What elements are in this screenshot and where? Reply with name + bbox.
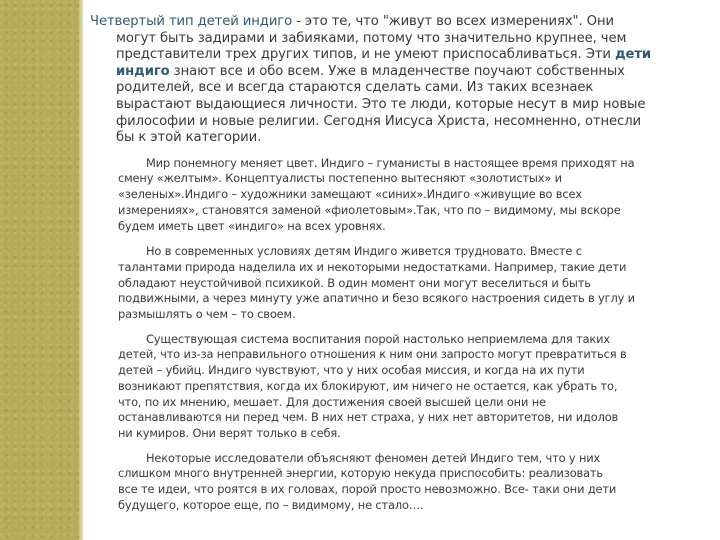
paragraph-line: обладают неустойчивой психикой. В один момент они могут веселиться и быть [118, 275, 591, 290]
paragraph-line: смену «желтым». Концептуалисты постепенно вытесняют «золотистых» и [118, 171, 562, 186]
sidebar-edge [79, 0, 83, 540]
lead-line-3 [90, 47, 716, 64]
paragraph-line: ни кумиров. Они верят только в себя. [118, 426, 341, 440]
paragraph-line: детей – убийц. Индиго чувствуют, что у них особая миссия, и когда на их пути [118, 363, 585, 378]
decorative-sidebar [0, 0, 79, 540]
lead-highlight-title: Четвертый тип детей индиго [90, 14, 293, 29]
paragraph-line: будущего, которое еще, по – видимому, не стало…. [118, 497, 424, 512]
paragraph-line: что, по их мнению, мешает. Для достижения своей высшей цели они не [118, 394, 546, 409]
paragraph-line: останавливаются ни перед чем. В них нет страха, у них нет авторитетов, ни идолов [118, 410, 619, 425]
paragraph-line: талантами природа наделила их и некоторыми недостатками. Например, такие дети [118, 259, 627, 274]
lead-highlight-deti: дети [614, 47, 652, 63]
lead-line-1 [90, 14, 716, 31]
paragraph-education [90, 332, 716, 442]
lead-line-4-text: знают все и обо всем. Уже в младенчестве поучают собственных [169, 63, 625, 79]
paragraph-line: Мир понемногу меняет цвет. Индиго – гуманисты в настоящее время приходят на [146, 155, 635, 170]
lead-highlight-indigo: индиго [116, 63, 170, 79]
paragraph-line: Существующая система воспитания порой настолько неприемлема для таких [146, 331, 610, 346]
lead-line-5: родителей, все и всегда стараются сделать сами. Из таких всезнаек [116, 80, 594, 96]
slide-content [90, 14, 716, 514]
paragraph-line: все те идеи, что роятся в их головах, порой просто невозможно. Все- таки они дети [118, 482, 617, 497]
paragraph-difficulties [90, 244, 716, 323]
paragraph-line: Некоторые исследователи объясняют феномен детей Индиго тем, что у них [146, 450, 601, 465]
lead-line-8: бы к этой категории. [116, 130, 262, 146]
lead-line-7: философии и новые религии. Сегодня Иисуса Христа, несомненно, отнесли [116, 113, 641, 129]
lead-line-1-rest: - это те, что "живут во всех измерениях". Они [292, 14, 614, 29]
lead-line-6: вырастают выдающиеся личности. Это те люди, которые несут в мир новые [116, 96, 646, 112]
lead-line-3-text: представители трех других типов, и не умеют приспосабливаться. Эти [116, 47, 615, 63]
lead-line-4 [90, 64, 716, 81]
paragraph-line: «зеленых».Индиго – художники замещают «синих».Индиго «живущие во всех [118, 187, 582, 202]
paragraph-line: возникают препятствия, когда их блокируют, им ничего не остается, как убрать то, [118, 378, 618, 393]
paragraph-line: слишком много внутренней энергии, которую некуда приспособить: реализовать [118, 466, 603, 481]
paragraph-line: подвижными, а через минуту уже апатично и безо всякого настроения сидеть в углу и [118, 291, 635, 306]
paragraph-energy [90, 451, 716, 514]
paragraph-line: Но в современных условиях детям Индиго живется трудновато. Вместе с [146, 244, 582, 259]
paragraph-line: будем иметь цвет «индиго» на всех уровнях. [118, 218, 386, 233]
paragraph-line: размышлять о чем – то своем. [118, 307, 296, 322]
paragraph-line: измерениях», становятся заменой «фиолетовым».Так, что по – видимому, мы вскоре [118, 202, 621, 217]
paragraph-colors [90, 156, 716, 235]
paragraph-line: детей, что из-за неправильного отношения к ним они запросто могут превратиться в [118, 347, 627, 362]
lead-line-2: могут быть задирами и забияками, потому что значительно крупнее, чем [116, 30, 627, 46]
lead-paragraph [90, 14, 716, 147]
